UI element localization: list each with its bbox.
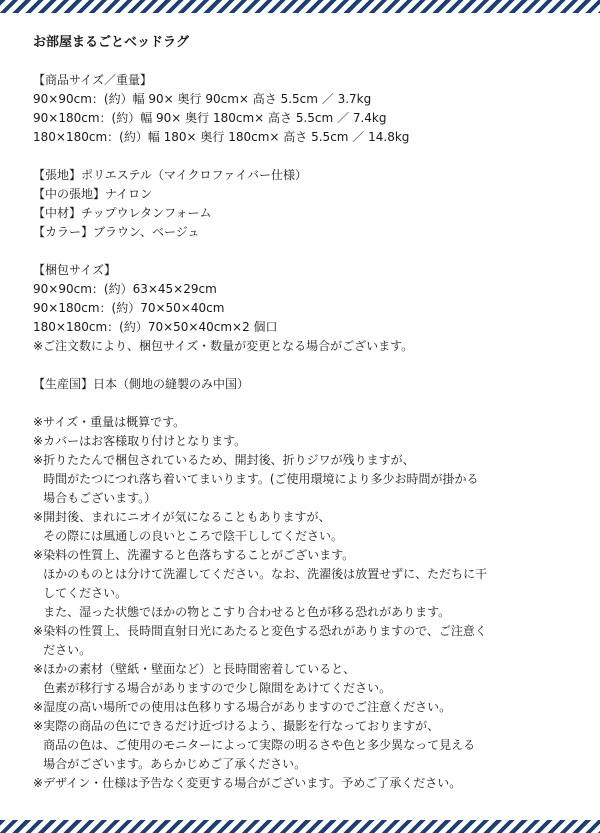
note-text: ほかの素材（壁紙・壁面など）と長時間密着していると、 (43, 662, 356, 676)
product-title: お部屋まるごとベッドラグ (33, 35, 190, 50)
note-text: 染料の性質上、洗濯すると色落ちすることがございます。 (43, 548, 355, 562)
note-item (33, 413, 573, 432)
package-size-line: 90×90cm：(約）63×45×29cm (33, 282, 217, 296)
note-text: また、湿った状態でほかの物とこすり合わせると色が移る恐れがあります。 (43, 605, 451, 619)
filling-line: 【中材】チップウレタンフォーム (33, 206, 212, 220)
note-text: 場合もございます。） (43, 491, 157, 505)
note-mark: ※ (33, 624, 44, 638)
package-note: ※ご注文数により、梱包サイズ・数量が変更となる場合がございます。 (33, 339, 414, 353)
note-text: 染料の性質上、長時間直射日光にあたると変色する恐れがありますので、ご注意く (43, 624, 487, 638)
note-mark: ※ (33, 453, 44, 467)
note-text: 実際の商品の色にできるだけ近づけるよう、撮影を行なっておりますが、 (43, 719, 440, 733)
note-text: サイズ・重量は概算です。 (43, 415, 186, 429)
note-item (33, 622, 573, 660)
note-mark: ※ (33, 510, 44, 524)
origin-line: 【生産国】日本（側地の縫製のみ中国） (33, 377, 250, 391)
note-mark: ※ (33, 776, 44, 790)
note-mark: ※ (33, 662, 44, 676)
size-weight-heading: 【商品サイズ／重量】 (33, 73, 153, 87)
note-item (33, 774, 573, 793)
package-size-heading: 【梱包サイズ】 (33, 263, 117, 277)
note-item (33, 546, 573, 622)
note-item (33, 451, 573, 508)
note-text: カバーはお客様取り付けとなります。 (43, 434, 247, 448)
notes-list (33, 413, 573, 793)
note-text: ほかのものとは分けて洗濯してください。なお、洗濯後は放置せずに、ただちに干 (43, 567, 488, 581)
note-text: 時間がたつにつれ落ち着いてまいります。(ご使用環境により多少お時間が掛かる (43, 472, 479, 486)
origin-section (33, 375, 573, 394)
fabric-line: 【張地】ポリエステル（マイクロファイバー仕様） (33, 168, 307, 182)
note-text: 湿度の高い場所での使用は色移りする場合がありますのでご注意ください。 (43, 700, 452, 714)
size-weight-line: 90×180cm：(約）幅 90× 奥行 180cm× 高さ 5.5cm ／ 7.4kg (33, 111, 387, 125)
top-stripe-border (0, 0, 600, 13)
note-text: 開封後、まれにニオイが気になることもありますが、 (43, 510, 331, 524)
size-weight-line: 180×180cm：(約）幅 180× 奥行 180cm× 高さ 5.5cm ／ 14.8kg (33, 130, 410, 144)
note-item (33, 508, 573, 546)
size-weight-section (33, 71, 573, 147)
inner-fabric-line: 【中の張地】ナイロン (33, 187, 153, 201)
material-section (33, 166, 573, 242)
note-text: 場合がございます。あらかじめご了承ください。 (43, 757, 307, 771)
note-text: 折りたたんで梱包されているため、開封後、折りジワが残りますが、 (43, 453, 415, 467)
note-item (33, 698, 573, 717)
note-text: 色素が移行する場合がありますので少し隙間をあけてください。 (43, 681, 392, 695)
note-mark: ※ (33, 434, 44, 448)
note-mark: ※ (33, 719, 44, 733)
product-spec-document (33, 33, 573, 793)
note-text: 商品の色は、ご使用のモニターによって実際の明るさや色と多少異なって見える (43, 738, 476, 752)
note-item (33, 660, 573, 698)
bottom-stripe-border (0, 820, 600, 833)
note-text: ださい。 (43, 643, 92, 657)
note-mark: ※ (33, 415, 44, 429)
note-text: してください。 (43, 586, 128, 600)
note-mark: ※ (33, 700, 44, 714)
note-mark: ※ (33, 548, 44, 562)
note-item (33, 432, 573, 451)
note-text: その際には風通しの良いところで陰干ししてください。 (43, 529, 343, 543)
size-weight-line: 90×90cm：(約）幅 90× 奥行 90cm× 高さ 5.5cm ／ 3.7kg (33, 92, 372, 106)
package-size-section (33, 261, 573, 356)
color-line: 【カラー】ブラウン、ベージュ (33, 225, 200, 239)
package-size-line: 180×180cm：(約）70×50×40cm×2 個口 (33, 320, 278, 334)
note-item (33, 717, 573, 774)
note-text: デザイン・仕様は予告なく変更する場合がございます。予めご了承ください。 (43, 776, 462, 790)
package-size-line: 90×180cm：(約）70×50×40cm (33, 301, 225, 315)
